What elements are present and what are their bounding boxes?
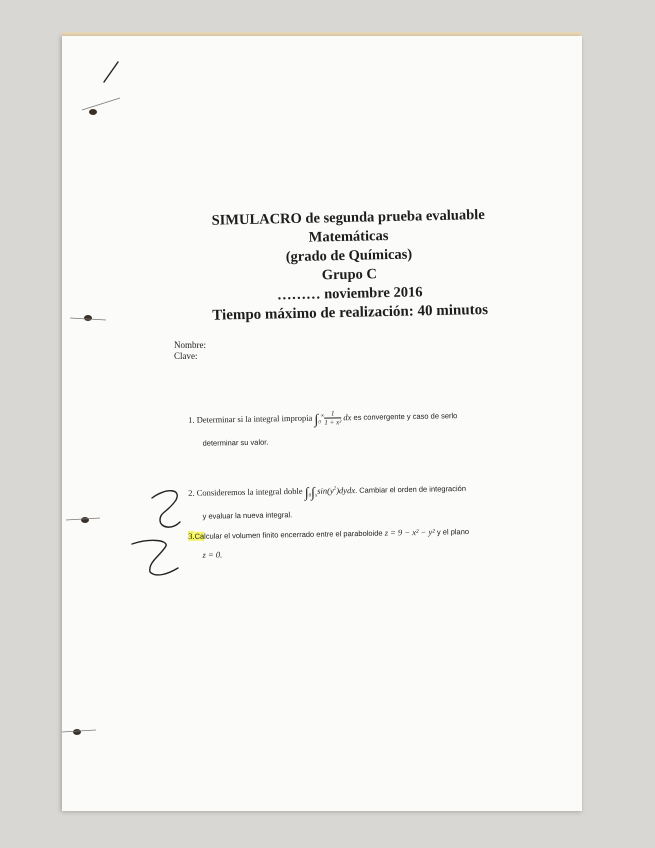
question-text-after: y el plano xyxy=(436,527,470,537)
field-clave: Clave: xyxy=(174,351,198,361)
field-nombre: Nombre: xyxy=(174,340,206,350)
student-fields xyxy=(174,340,206,362)
question-2 xyxy=(188,478,467,525)
question-number: 2. xyxy=(188,487,195,498)
exam-title: SIMULACRO de segunda prueba evaluable xyxy=(211,206,485,229)
highlight-mark: Ca xyxy=(194,531,205,541)
question-math: z = 9 − x² − y² xyxy=(384,526,435,538)
question-text: es convergente y caso de serlo xyxy=(353,411,458,422)
question-number: 3. xyxy=(188,530,195,541)
question-3 xyxy=(188,522,469,564)
exam-time-limit: Tiempo máximo de realización: 40 minutos xyxy=(212,301,489,324)
question-math: $\int_0^\infty$ $\frac{1}{\text{1 + x²}}$ dx xyxy=(314,409,352,428)
question-text: . Cambiar el orden de integración xyxy=(354,483,467,495)
question-1 xyxy=(188,405,458,452)
exam-group: Grupo C xyxy=(321,266,378,284)
question-number: 1. xyxy=(188,414,195,425)
exam-subject: Matemáticas xyxy=(308,228,389,246)
question-text-2: determinar su valor. xyxy=(202,437,269,448)
question-text: lcular el volumen finito encerrado entre el paraboloide xyxy=(204,528,383,541)
question-math-2: z = 0. xyxy=(202,549,223,560)
question-lead: Consideremos la integral doble xyxy=(196,485,303,498)
question-lead: Determinar si la integral impropia xyxy=(196,412,313,425)
exam-date: ……… noviembre 2016 xyxy=(276,284,423,304)
question-math: $\int_0\int_x\sin(y^2)dydx$ xyxy=(304,484,356,501)
exam-title-block xyxy=(198,206,500,326)
exam-degree: (grado de Químicas) xyxy=(285,246,413,266)
question-text-2: y evaluar la nueva integral. xyxy=(202,509,293,521)
